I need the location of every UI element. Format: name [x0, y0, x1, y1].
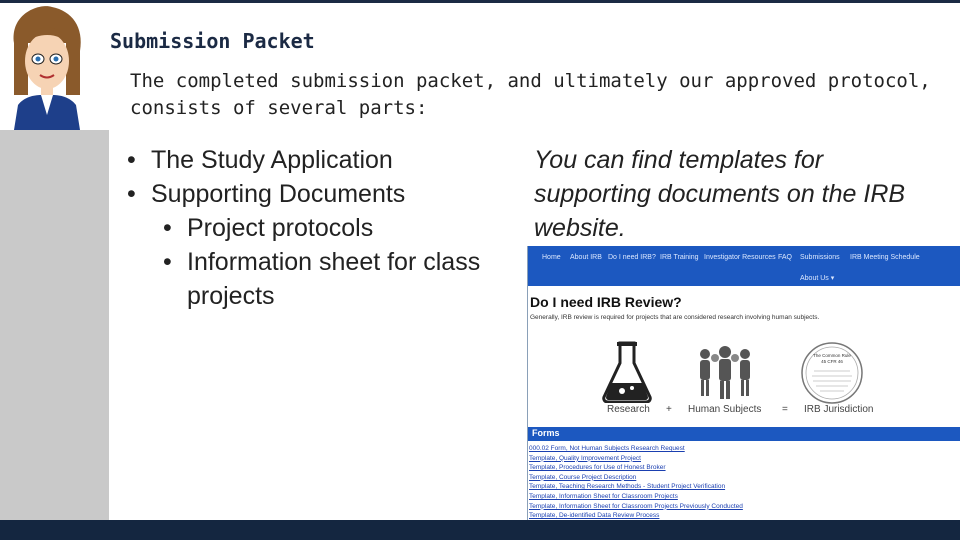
website-nav-bar	[528, 246, 960, 286]
nav-do-i-need-link[interactable]: Do I need IRB?	[608, 254, 656, 261]
flask-icon	[602, 341, 652, 403]
form-link[interactable]: Template, Course Project Description	[529, 473, 637, 481]
form-link[interactable]: Template, Teaching Research Methods - Student Project Verification	[529, 483, 726, 491]
form-link[interactable]: Template, Procedures for Use of Honest Broker	[529, 464, 666, 472]
nav-training-link[interactable]: IRB Training	[660, 254, 699, 261]
nav-meeting-schedule-link[interactable]: IRB Meeting Schedule	[850, 254, 920, 261]
form-link[interactable]: Template, Information Sheet for Classroom Projects	[529, 492, 678, 500]
bullet-supporting-documents: • Supporting Documents	[125, 177, 545, 211]
nav-resources-link[interactable]: Investigator Resources	[704, 254, 776, 261]
bottom-footer-bar	[0, 520, 960, 540]
forms-list	[529, 444, 743, 520]
form-link[interactable]: Template, Quality Improvement Project	[529, 454, 641, 462]
slide-title: Submission Packet	[110, 29, 315, 53]
equation-human-subjects-label: Human Subjects	[688, 404, 762, 415]
bullet-information-sheet: • Information sheet for class projects	[125, 245, 545, 313]
intro-paragraph: The completed submission packet, and ultimately our approved protocol, consists of several parts:	[130, 70, 931, 119]
nav-about-us-dropdown[interactable]: About Us ▾	[800, 275, 835, 282]
form-link[interactable]: Template, De-identified Data Review Process	[529, 512, 660, 520]
equation-jurisdiction-label: IRB Jurisdiction	[804, 404, 874, 415]
equation-equals: =	[782, 404, 788, 415]
website-subtext: Generally, IRB review is required for projects that are considered research involving human subjects.	[530, 314, 820, 321]
equation-research-label: Research	[607, 404, 650, 415]
top-border	[0, 0, 960, 3]
common-rule-seal-icon	[800, 341, 864, 405]
form-link[interactable]: Template, Information Sheet for Classroom Projects Previously Conducted	[529, 502, 743, 510]
templates-note: You can find templates for supporting documents on the IRB website.	[534, 146, 906, 242]
nav-home-link[interactable]: Home	[542, 254, 561, 261]
left-side-band	[0, 130, 109, 520]
nav-submissions-link[interactable]: Submissions	[800, 254, 840, 261]
bullet-list	[125, 143, 545, 313]
nav-about-link[interactable]: About IRB	[570, 254, 602, 261]
svg-text:45 CFR 46: 45 CFR 46	[821, 359, 843, 364]
bullet-project-protocols: • Project protocols	[125, 211, 545, 245]
presenter-avatar-icon	[0, 3, 95, 130]
forms-title: Forms	[532, 428, 560, 438]
svg-text:The Common Rule: The Common Rule	[813, 353, 851, 358]
forms-header-bar	[528, 427, 960, 441]
nav-faq-link[interactable]: FAQ	[778, 254, 793, 261]
bullet-study-application: • The Study Application	[125, 143, 545, 177]
website-heading: Do I need IRB Review?	[530, 294, 682, 310]
irb-website-screenshot	[527, 246, 960, 520]
form-link[interactable]: 000.02 Form, Not Human Subjects Research Request	[529, 445, 685, 452]
human-subjects-icon	[693, 344, 757, 402]
equation-plus: +	[666, 404, 672, 415]
